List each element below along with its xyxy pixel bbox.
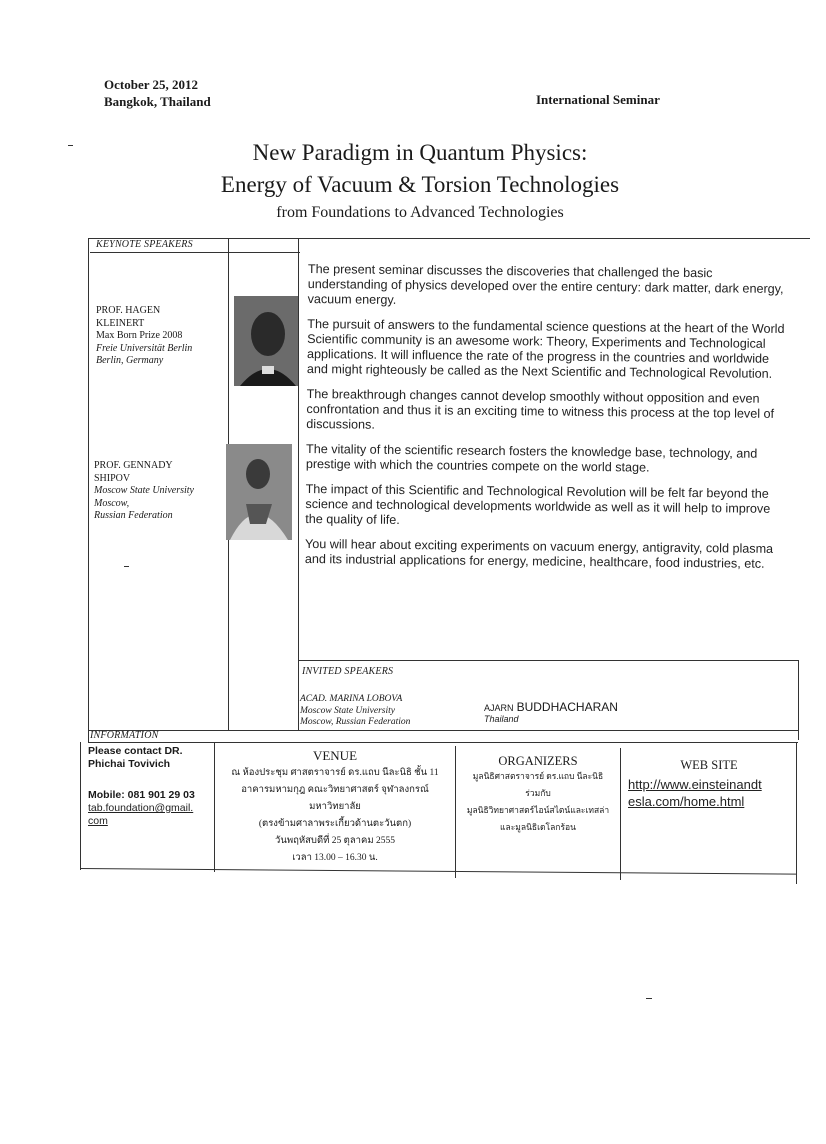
contact-email-link[interactable]	[88, 802, 216, 828]
speaker-name-first: PROF. HAGEN	[96, 305, 161, 316]
keynote-speaker-kleinert	[96, 305, 228, 368]
paragraph-experiments: You will hear about exciting experiments on vacuum energy, antigravity, cold plasma and its industrial applications for energy, medicine, healthcare, food industries, etc.	[304, 536, 774, 571]
info-right-border	[796, 742, 797, 884]
invited-speakers-label: INVITED SPEAKERS	[302, 666, 394, 677]
event-date: October 25, 2012	[104, 77, 198, 92]
title-line-1: New Paradigm in Quantum Physics:	[252, 140, 588, 165]
venue-details	[216, 765, 454, 867]
paragraph-breakthrough: The breakthrough changes cannot develop smoothly without opposition and even confrontation and thus it is an exciting time to witness this process at the top level of discussions.	[306, 386, 775, 432]
organizer-line-4: และมูลนิธิเดโลกร้อน	[500, 822, 576, 832]
website-label: WEB SITE	[680, 758, 738, 772]
venue-label: VENUE	[312, 748, 358, 763]
organizer-line-1: มูลนิธิศาสตราจารย์ ดร.แถบ นีละนิธิ	[472, 771, 604, 781]
event-type: International Seminar	[536, 92, 660, 107]
paragraph-intro: The present seminar discusses the discoveries that challenged the basic understanding of physics developed over the entire century: dark matter, dark energy, vacuum energy.	[307, 262, 784, 307]
venue-line-4: วันพฤหัสบดีที่ 25 ตุลาคม 2555	[275, 836, 395, 846]
speaker-country: Russian Federation	[94, 510, 173, 521]
text-column-border	[298, 238, 299, 730]
website-url-part-1: http://www.einsteinandt	[628, 777, 762, 792]
speaker-name-last: SHIPOV	[94, 472, 131, 484]
website-left-border	[620, 748, 621, 880]
title-line-2: Energy of Vacuum & Torsion Technologies	[220, 172, 620, 197]
speaker-city: Berlin, Germany	[96, 355, 164, 366]
scan-mark	[646, 998, 652, 999]
speaker-name: ACAD. MARINA LOBOVA	[300, 694, 403, 704]
paragraph-pursuit: The pursuit of answers to the fundamental science questions at the heart of the World Scientific community is an awesome work: Theory, Experiments and Technological applications. It will influence the rate of the progress in the countries and worldwide and might righteously be called as the Next Scientific and Technological Revolution.	[306, 316, 785, 381]
speaker-name-first: PROF. GENNADY	[94, 460, 173, 471]
contact-info	[88, 745, 216, 828]
venue-line-5: เวลา 13.00 – 16.30 น.	[292, 853, 378, 863]
speaker-name-line	[484, 700, 618, 714]
scan-mark	[124, 566, 129, 567]
venue-line-2: อาคารมหามกุฎ คณะวิทยาศาสตร์ จุฬาลงกรณ์มหาวิทยาลัย	[241, 785, 429, 812]
keynote-speaker-shipov	[94, 460, 228, 523]
speaker-award: Max Born Prize 2008	[96, 330, 183, 341]
invited-speaker-lobova	[300, 694, 410, 729]
invited-speaker-buddhacharan	[484, 700, 618, 724]
venue-line-3: (ตรงข้ามศาลาพระเกี้ยวด้านตะวันตก)	[258, 819, 412, 829]
website-url-part-2: esla.com/home.html	[628, 794, 745, 809]
organizers-details	[456, 768, 620, 836]
invited-top-border	[298, 660, 798, 661]
title-line-3: from Foundations to Advanced Technologies	[276, 204, 564, 221]
header-dateline	[104, 76, 211, 110]
info-bottom-border	[80, 868, 796, 875]
scan-mark	[68, 145, 73, 146]
table-top-border	[88, 238, 810, 239]
organizer-line-2: ร่วมกับ	[525, 788, 551, 798]
speaker-city: Moscow,	[94, 497, 130, 509]
table-left-border	[88, 238, 89, 743]
keynote-speakers-label: KEYNOTE SPEAKERS	[96, 239, 193, 250]
speaker-prefix: AJARN	[484, 703, 514, 713]
email-part-1: tab.foundation@gmail.	[88, 802, 194, 814]
invited-right-border	[798, 660, 799, 740]
paragraph-vitality: The vitality of the scientific research fosters the knowledge base, technology, and prestige with which the countries compete on the world stage.	[305, 441, 758, 475]
email-part-2: com	[88, 815, 108, 827]
website-link[interactable]	[628, 776, 762, 810]
speaker-name: BUDDHACHARAN	[516, 700, 618, 714]
speaker-affiliation: Freie Universität Berlin	[96, 342, 193, 354]
event-location: Bangkok, Thailand	[104, 94, 211, 109]
organizer-line-3: มูลนิธิวิทยาศาสตร์ไอน์สไตน์และเทสล่า	[466, 805, 610, 815]
contact-mobile: Mobile: 081 901 29 03	[88, 789, 195, 801]
info-label-underline	[88, 742, 798, 743]
kleinert-portrait-photo	[234, 296, 298, 386]
organizers-label: ORGANIZERS	[498, 754, 578, 768]
speaker-affiliation: Moscow State University	[300, 705, 395, 716]
shipov-portrait-photo	[226, 444, 292, 540]
contact-line-2: Phichai Tovivich	[88, 758, 171, 770]
seminar-description	[305, 262, 792, 582]
venue-line-1: ณ ห้องประชุม ศาสตราจารย์ ดร.แถบ นีละนิธิ ชั้น 11	[231, 768, 439, 778]
contact-line-1: Please contact DR.	[88, 745, 183, 757]
speaker-country: Thailand	[484, 714, 519, 724]
info-top-border	[88, 730, 798, 731]
info-left-border	[80, 742, 81, 870]
speaker-city: Moscow, Russian Federation	[300, 717, 411, 727]
keynote-label-underline	[90, 252, 300, 253]
speaker-name-last: KLEINERT	[96, 317, 145, 329]
information-label: INFORMATION	[90, 730, 159, 741]
paragraph-impact: The impact of this Scientific and Technological Revolution will be felt far beyond the science and technological developments worldwide as well as it will help to improve the quality of life.	[305, 481, 771, 527]
speaker-affiliation: Moscow State University	[94, 485, 194, 496]
